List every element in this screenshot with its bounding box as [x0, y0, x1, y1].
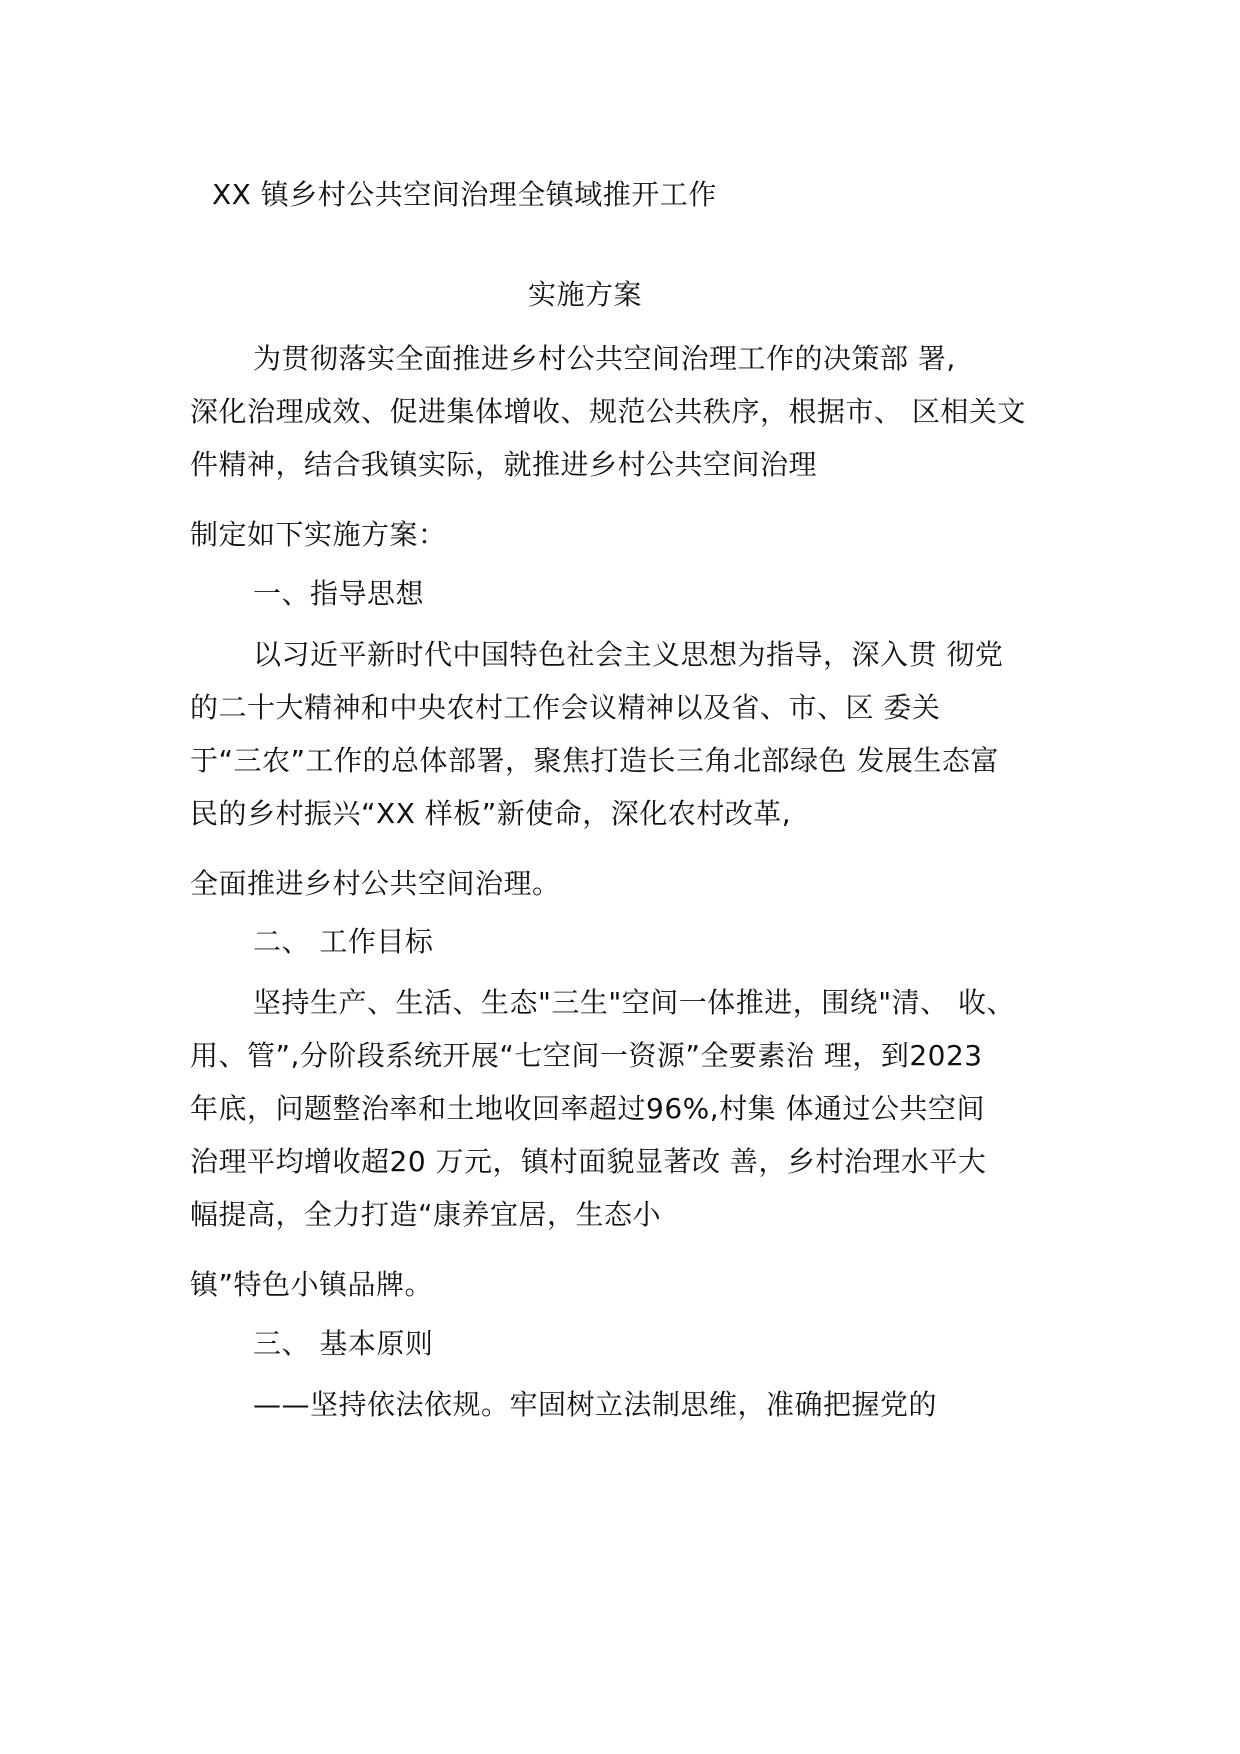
intro-line-2: 深化治理成效、促进集体增收、规范公共秩序，根据市、 区相关文	[190, 395, 1026, 428]
document-title-line2: 实施方案	[528, 278, 643, 311]
section2-heading: 二、 工作目标	[253, 925, 434, 958]
section3-line-1: ——坚持依法依规。牢固树立法制思维，准确把握党的	[253, 1388, 938, 1421]
section2-line-1: 坚持生产、生活、生态"三生"空间一体推进，围绕"清、 收、	[253, 986, 1016, 1019]
section1-line-3: 于“三农”工作的总体部署，聚焦打造长三角北部绿色 发展生态富	[190, 744, 999, 777]
section1-line-5: 全面推进乡村公共空间治理。	[190, 867, 561, 900]
section3-heading: 三、 基本原则	[253, 1327, 434, 1360]
intro-line-3: 件精神，结合我镇实际，就推进乡村公共空间治理	[190, 448, 818, 481]
section2-line-3: 年底，问题整治率和土地收回率超过96%,村集 体通过公共空间	[190, 1092, 986, 1125]
section2-line-5: 幅提高，全力打造“康养宜居，生态小	[190, 1198, 662, 1231]
document-title-line1: XX 镇乡村公共空间治理全镇域推开工作	[212, 178, 717, 211]
section2-line-6: 镇”特色小镇品牌。	[190, 1268, 434, 1301]
section1-line-2: 的二十大精神和中央农村工作会议精神以及省、市、区 委关	[190, 691, 941, 724]
section2-line-4: 治理平均增收超20 万元，镇村面貌显著改 善，乡村治理水平大	[190, 1145, 987, 1178]
section1-line-1: 以习近平新时代中国特色社会主义思想为指导，深入贯 彻党	[253, 638, 1004, 671]
intro-line-4: 制定如下实施方案：	[190, 518, 447, 551]
section1-line-4: 民的乡村振兴“XX 样板”新使命，深化农村改革,	[190, 797, 792, 830]
intro-line-1: 为贯彻落实全面推进乡村公共空间治理工作的决策部 署,	[253, 342, 956, 375]
section2-line-2: 用、管”,分阶段系统开展“七空间一资源”全要素治 理，到2023	[190, 1039, 983, 1072]
section1-heading: 一、指导思想	[253, 577, 425, 610]
